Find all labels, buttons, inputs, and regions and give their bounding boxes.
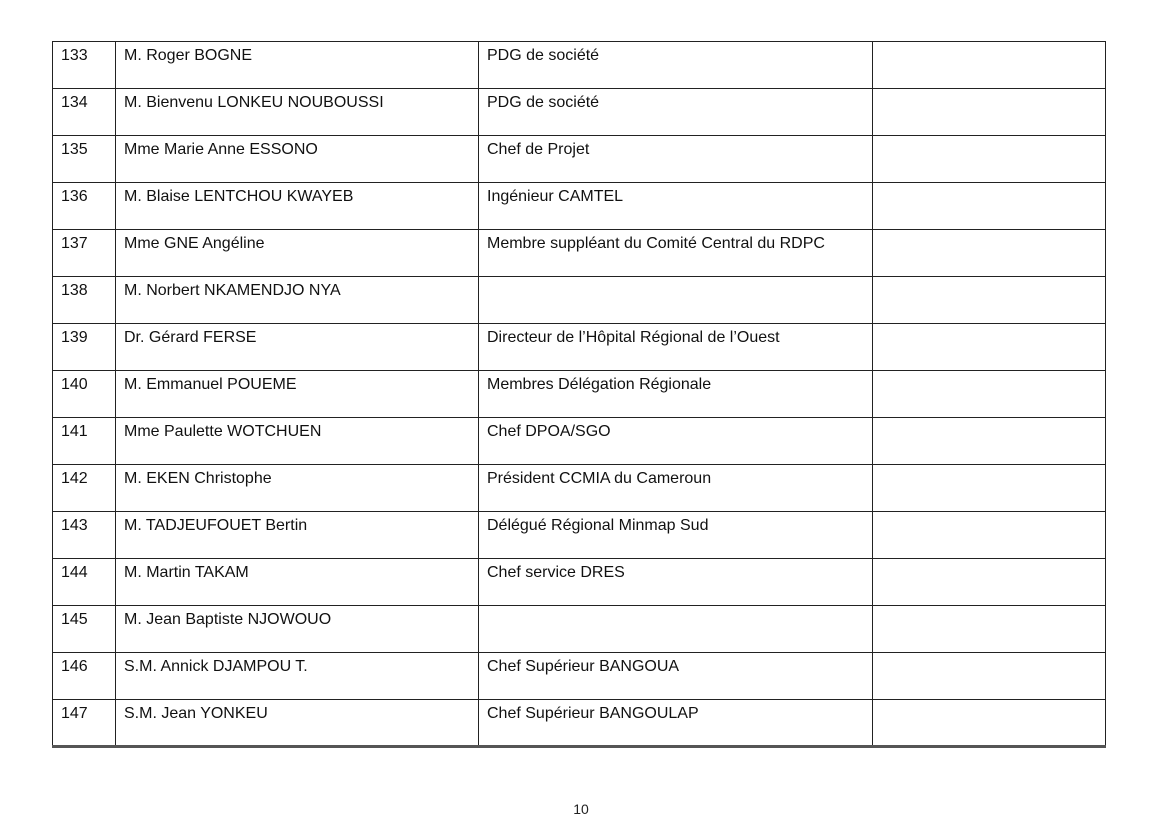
participant-name-cell: M. Blaise LENTCHOU KWAYEB [116,183,479,230]
extra-cell [873,230,1106,277]
extra-cell [873,183,1106,230]
participant-name-cell: Mme Paulette WOTCHUEN [116,418,479,465]
participant-role-cell: Chef DPOA/SGO [479,418,873,465]
extra-cell [873,700,1106,747]
participant-role-cell: Chef de Projet [479,136,873,183]
participant-name-cell: S.M. Jean YONKEU [116,700,479,747]
table-row [53,136,1106,183]
extra-cell [873,653,1106,700]
row-number-cell: 133 [53,42,116,89]
participant-role-cell: Chef Supérieur BANGOUA [479,653,873,700]
row-number-cell: 140 [53,371,116,418]
table-row [53,371,1106,418]
extra-cell [873,465,1106,512]
extra-cell [873,371,1106,418]
participant-name-cell: M. Roger BOGNE [116,42,479,89]
table-row [53,512,1106,559]
participant-role-cell: PDG de société [479,89,873,136]
participants-table [52,41,1106,748]
extra-cell [873,277,1106,324]
table-row [53,559,1106,606]
row-number-cell: 135 [53,136,116,183]
extra-cell [873,418,1106,465]
row-number-cell: 145 [53,606,116,653]
participant-role-cell: Membre suppléant du Comité Central du RDPC [479,230,873,277]
participant-role-cell: PDG de société [479,42,873,89]
participants-table-body [53,42,1106,747]
participant-name-cell: M. Emmanuel POUEME [116,371,479,418]
extra-cell [873,512,1106,559]
table-row [53,89,1106,136]
table-row [53,700,1106,747]
row-number-cell: 144 [53,559,116,606]
extra-cell [873,136,1106,183]
extra-cell [873,42,1106,89]
row-number-cell: 147 [53,700,116,747]
row-number-cell: 142 [53,465,116,512]
participant-name-cell: Mme GNE Angéline [116,230,479,277]
table-row [53,324,1106,371]
participant-name-cell: M. Norbert NKAMENDJO NYA [116,277,479,324]
row-number-cell: 143 [53,512,116,559]
participant-name-cell: M. Bienvenu LONKEU NOUBOUSSI [116,89,479,136]
table-row [53,183,1106,230]
extra-cell [873,324,1106,371]
participant-role-cell: Directeur de l’Hôpital Régional de l’Ouest [479,324,873,371]
table-row [53,653,1106,700]
participant-name-cell: S.M. Annick DJAMPOU T. [116,653,479,700]
row-number-cell: 134 [53,89,116,136]
participant-name-cell: M. TADJEUFOUET Bertin [116,512,479,559]
participant-role-cell [479,606,873,653]
participant-name-cell: Mme Marie Anne ESSONO [116,136,479,183]
table-row [53,465,1106,512]
participant-name-cell: Dr. Gérard FERSE [116,324,479,371]
participant-name-cell: M. EKEN Christophe [116,465,479,512]
participant-role-cell: Ingénieur CAMTEL [479,183,873,230]
row-number-cell: 141 [53,418,116,465]
page-number: 10 [573,801,589,817]
participant-role-cell: Chef Supérieur BANGOULAP [479,700,873,747]
participant-name-cell: M. Martin TAKAM [116,559,479,606]
table-row [53,277,1106,324]
table-row [53,606,1106,653]
extra-cell [873,89,1106,136]
participant-role-cell: Président CCMIA du Cameroun [479,465,873,512]
table-row [53,418,1106,465]
participant-name-cell: M. Jean Baptiste NJOWOUO [116,606,479,653]
table-row [53,230,1106,277]
row-number-cell: 139 [53,324,116,371]
extra-cell [873,606,1106,653]
participant-role-cell [479,277,873,324]
row-number-cell: 136 [53,183,116,230]
participant-role-cell: Chef service DRES [479,559,873,606]
participant-role-cell: Délégué Régional Minmap Sud [479,512,873,559]
participant-role-cell: Membres Délégation Régionale [479,371,873,418]
extra-cell [873,559,1106,606]
row-number-cell: 137 [53,230,116,277]
table-row [53,42,1106,89]
row-number-cell: 146 [53,653,116,700]
row-number-cell: 138 [53,277,116,324]
